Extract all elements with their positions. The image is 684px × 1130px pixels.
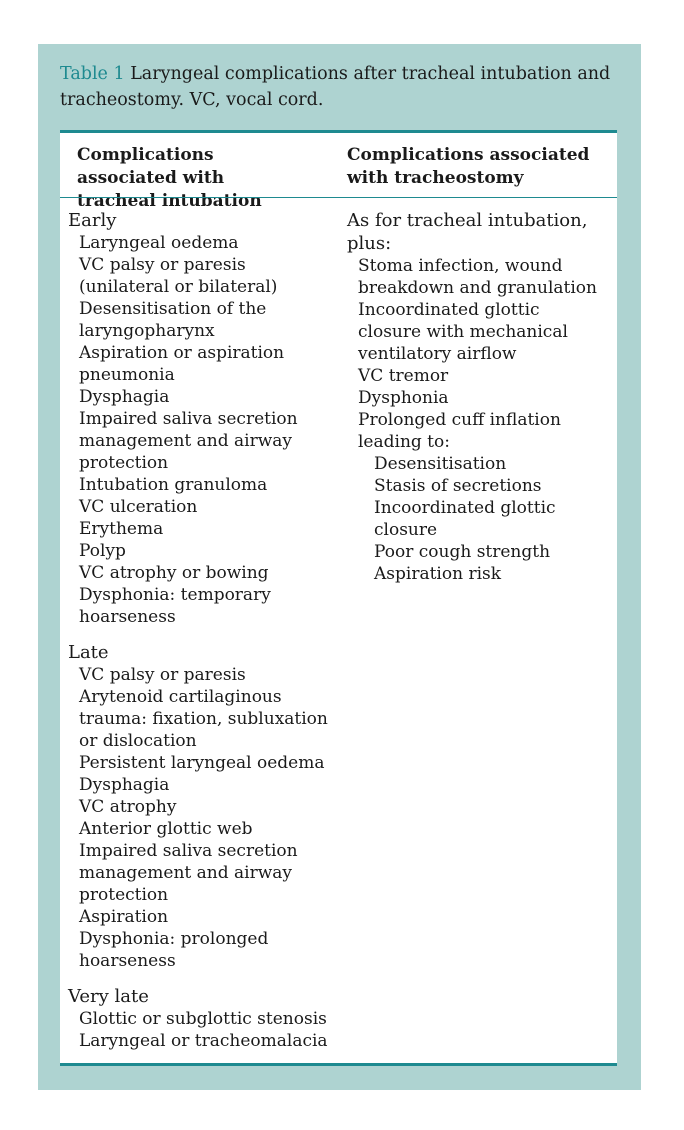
sub-list-item: Stasis of secretions	[374, 476, 542, 496]
table-label: Table 1	[60, 64, 125, 84]
list-item: Polyp	[79, 541, 126, 561]
list-item: Persistent laryngeal oedema	[79, 753, 325, 773]
group-title: Late	[68, 642, 109, 663]
list-item: Impaired saliva secretion management and airway protection	[79, 841, 298, 905]
complications-table	[60, 130, 617, 1066]
list-item: Dysphagia	[79, 775, 170, 795]
list-item: VC tremor	[358, 366, 449, 386]
table-caption	[60, 61, 630, 113]
list-item: VC atrophy	[79, 797, 177, 817]
list-item: Dysphonia	[358, 388, 449, 408]
sub-list-item: Aspiration risk	[374, 564, 502, 584]
list-item: Impaired saliva secretion management and airway protection	[79, 409, 298, 473]
list-item: VC palsy or paresis (unilateral or bilateral)	[79, 255, 278, 297]
list-item: Laryngeal or tracheomalacia	[79, 1031, 328, 1051]
list-item: VC palsy or paresis	[79, 665, 246, 685]
list-item: Stoma infection, wound breakdown and granulation	[358, 256, 597, 298]
late-group	[68, 641, 338, 972]
list-item: Laryngeal oedema	[79, 233, 239, 253]
intubation-column	[68, 209, 338, 1065]
group-title: Very late	[68, 986, 149, 1007]
very-late-group	[68, 985, 338, 1052]
list-item: Anterior glottic web	[79, 819, 253, 839]
list-item: Dysphagia	[79, 387, 170, 407]
list-item: Erythema	[79, 519, 164, 539]
list-item: VC ulceration	[79, 497, 198, 517]
sub-list-item: Poor cough strength	[374, 542, 551, 562]
caption-text: Laryngeal complications after tracheal intubation and tracheostomy. VC, vocal cord.	[60, 64, 611, 110]
list-item: Arytenoid cartilaginous trauma: fixation, subluxation or dislocation	[79, 687, 328, 751]
tracheostomy-column	[347, 209, 607, 585]
early-group	[68, 209, 338, 628]
list-item: Dysphonia: temporary hoarseness	[79, 585, 271, 627]
list-item: Desensitisation of the laryngopharynx	[79, 299, 267, 341]
list-item: VC atrophy or bowing	[79, 563, 269, 583]
list-item: Dysphonia: prolonged hoarseness	[79, 929, 269, 971]
header-rule	[60, 197, 617, 198]
list-item: Aspiration	[79, 907, 169, 927]
left-column-header: Complications associated with tracheal intubation	[77, 145, 262, 211]
sub-list-item: Desensitisation	[374, 454, 507, 474]
right-column-header: Complications associated with tracheostomy	[347, 145, 590, 188]
list-item: Prolonged cuff inflation leading to:	[358, 410, 561, 452]
list-item: Incoordinated glottic closure with mechanical ventilatory airflow	[358, 300, 568, 364]
list-item: Intubation granuloma	[79, 475, 268, 495]
tracheostomy-intro: As for tracheal intubation, plus:	[347, 210, 588, 254]
list-item: Aspiration or aspiration pneumonia	[79, 343, 285, 385]
table-panel	[38, 44, 641, 1090]
list-item: Glottic or subglottic stenosis	[79, 1009, 327, 1029]
sub-list-item: Incoordinated glottic closure	[374, 498, 556, 540]
group-title: Early	[68, 210, 117, 231]
